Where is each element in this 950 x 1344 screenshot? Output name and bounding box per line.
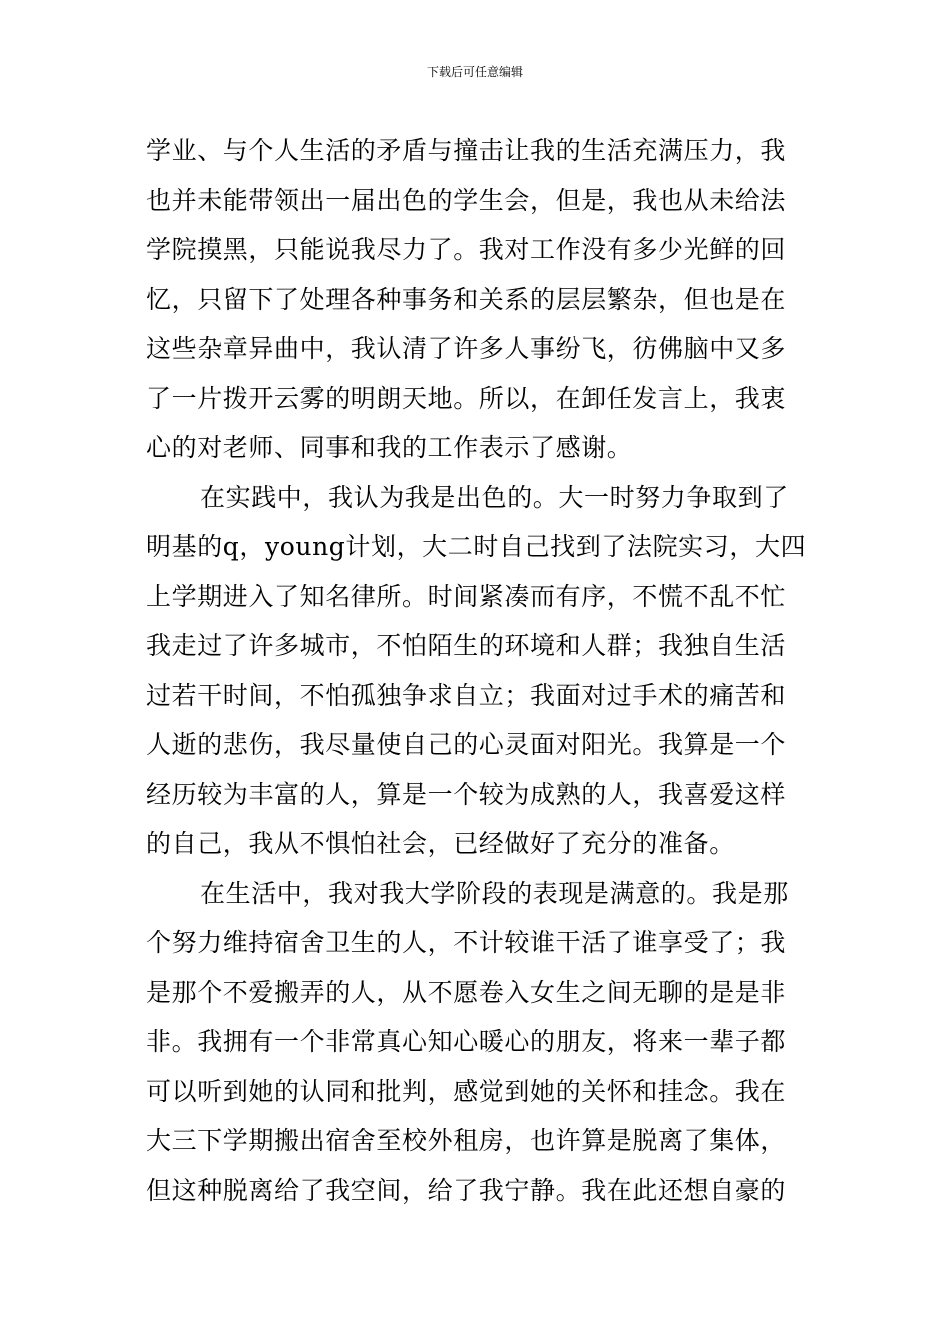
text-line: 在生活中，我对我大学阶段的表现是满意的。我是那 (200, 878, 789, 908)
text-line: 忆，只留下了处理各种事务和关系的层层繁杂，但也是在 (146, 284, 787, 314)
text-line: 上学期进入了知名律所。时间紧凑而有序，不慌不乱不忙 (146, 581, 787, 611)
body-text (146, 126, 810, 1215)
text-line: 经历较为丰富的人，算是一个较为成熟的人，我喜爱这样 (146, 779, 787, 809)
text-line: 的自己，我从不惧怕社会，已经做好了充分的准备。 (146, 829, 735, 858)
text-line: 学业、与个人生活的矛盾与撞击让我的生活充满压力，我 (146, 136, 787, 165)
text-line: 人逝的悲伤，我尽量使自己的心灵面对阳光。我算是一个 (146, 730, 787, 759)
text-line: 但这种脱离给了我空间，给了我宁静。我在此还想自豪的 (146, 1175, 787, 1205)
text-line: 心的对老师、同事和我的工作表示了感谢。 (146, 433, 633, 462)
text-line: 这些杂章异曲中，我认清了许多人事纷飞，彷佛脑中又多 (146, 334, 787, 363)
text-line: 了一片拨开云雾的明朗天地。所以，在卸任发言上，我衷 (146, 383, 787, 413)
page-header: 下载后可任意编辑 (426, 65, 523, 79)
text-line: 也并未能带领出一届出色的学生会，但是，我也从未给法 (146, 185, 787, 215)
text-line: 个努力维持宿舍卫生的人，不计较谁干活了谁享受了；我 (146, 928, 787, 957)
text-line: 在实践中，我认为我是出色的。大一时努力争取到了 (200, 482, 789, 512)
text-line: 学院摸黑，只能说我尽力了。我对工作没有多少光鲜的回 (146, 235, 787, 264)
text-line: 非。我拥有一个非常真心知心暖心的朋友，将来一辈子都 (146, 1027, 787, 1056)
text-line: 可以听到她的认同和批判，感觉到她的关怀和挂念。我在 (146, 1076, 787, 1106)
text-line: 我走过了许多城市，不怕陌生的环境和人群；我独自生活 (146, 631, 787, 660)
text-line: 是那个不爱搬弄的人，从不愿卷入女生之间无聊的是是非 (146, 977, 787, 1007)
text-line: 大三下学期搬出宿舍至校外租房，也许算是脱离了集体， (146, 1126, 787, 1155)
text-line: 过若干时间，不怕孤独争求自立；我面对过手术的痛苦和 (146, 680, 787, 710)
text-line: 明基的q，young计划，大二时自己找到了法院实习，大四 (146, 532, 807, 561)
